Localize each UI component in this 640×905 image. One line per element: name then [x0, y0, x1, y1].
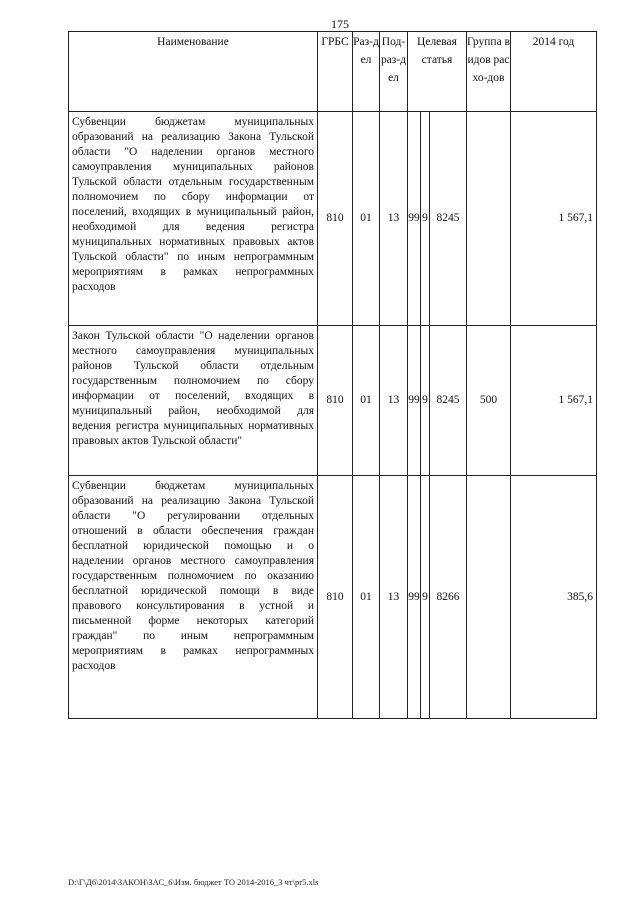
- row-razdel: 01: [353, 112, 380, 326]
- row-ts1: 99: [408, 112, 421, 326]
- header-podrazdel: Под-раз-дел: [380, 32, 408, 112]
- page-number: 175: [331, 17, 349, 31]
- row-amount: 1 567,1: [511, 326, 597, 476]
- row-amount: 385,6: [511, 476, 597, 719]
- table-row: [69, 476, 597, 719]
- row-grbs: 810: [318, 326, 353, 476]
- header-razdel: Раз-дел: [353, 32, 380, 112]
- row-podrazdel: 13: [380, 326, 408, 476]
- row-name: Субвенции бюджетам муниципальных образований на реализацию Закона Тульской области "О регулировании отдельных отношений в области обеспечения граждан бесплатной юридической помощью и о наделении органов местного самоуправления государственным полномочием по оказанию бесплатной юридической помощи в виде правового консультирования в устной и письменной форме некоторых категорий граждан" по иным непрограммным мероприятиям в рамках непрограммных расходов: [69, 476, 318, 719]
- row-ts1: 99: [408, 326, 421, 476]
- header-grbs: ГРБС: [318, 32, 353, 112]
- header-year: 2014 год: [511, 32, 597, 112]
- row-ts3: 8245: [430, 112, 467, 326]
- row-razdel: 01: [353, 326, 380, 476]
- row-name: Субвенции бюджетам муниципальных образований на реализацию Закона Тульской области "О наделении органов местного самоуправления муниципальных районов Тульской области отдельным государственным полномочием по сбору информации от поселений, входящих в муниципальный район, необходимой для ведения регистра муниципальных нормативных правовых актов Тульской области" по иным непрограммным мероприятиям в рамках непрограммных расходов: [69, 112, 318, 326]
- budget-table: [68, 31, 597, 719]
- row-amount: 1 567,1: [511, 112, 597, 326]
- file-path-footer: D:\Г\Д6\2014\ЗАКОН\ЗАС_6\Изм. бюджет ТО 2014-2016_3 чт\pr5.xls: [68, 877, 319, 887]
- header-row: [69, 32, 597, 112]
- row-podrazdel: 13: [380, 476, 408, 719]
- row-gruppa: [467, 112, 511, 326]
- table-row: [69, 326, 597, 476]
- row-grbs: 810: [318, 476, 353, 719]
- row-ts1: 99: [408, 476, 421, 719]
- row-gruppa: 500: [467, 326, 511, 476]
- table-row: [69, 112, 597, 326]
- header-name: Наименование: [69, 32, 318, 112]
- row-ts3: 8266: [430, 476, 467, 719]
- header-gruppa: Группа видов расхо-дов: [467, 32, 511, 112]
- row-razdel: 01: [353, 476, 380, 719]
- row-grbs: 810: [318, 112, 353, 326]
- row-name: Закон Тульской области "О наделении органов местного самоуправления муниципальных районов Тульской области отдельным государственным полномочием по сбору информации от поселений, входящих в муниципальный район, необходимой для ведения регистра муниципальных нормативных правовых актов Тульской области": [69, 326, 318, 476]
- header-tselevaya: Целевая статья: [408, 32, 467, 112]
- row-podrazdel: 13: [380, 112, 408, 326]
- row-ts3: 8245: [430, 326, 467, 476]
- row-ts2: 9: [421, 476, 430, 719]
- row-gruppa: [467, 476, 511, 719]
- row-ts2: 9: [421, 112, 430, 326]
- row-ts2: 9: [421, 326, 430, 476]
